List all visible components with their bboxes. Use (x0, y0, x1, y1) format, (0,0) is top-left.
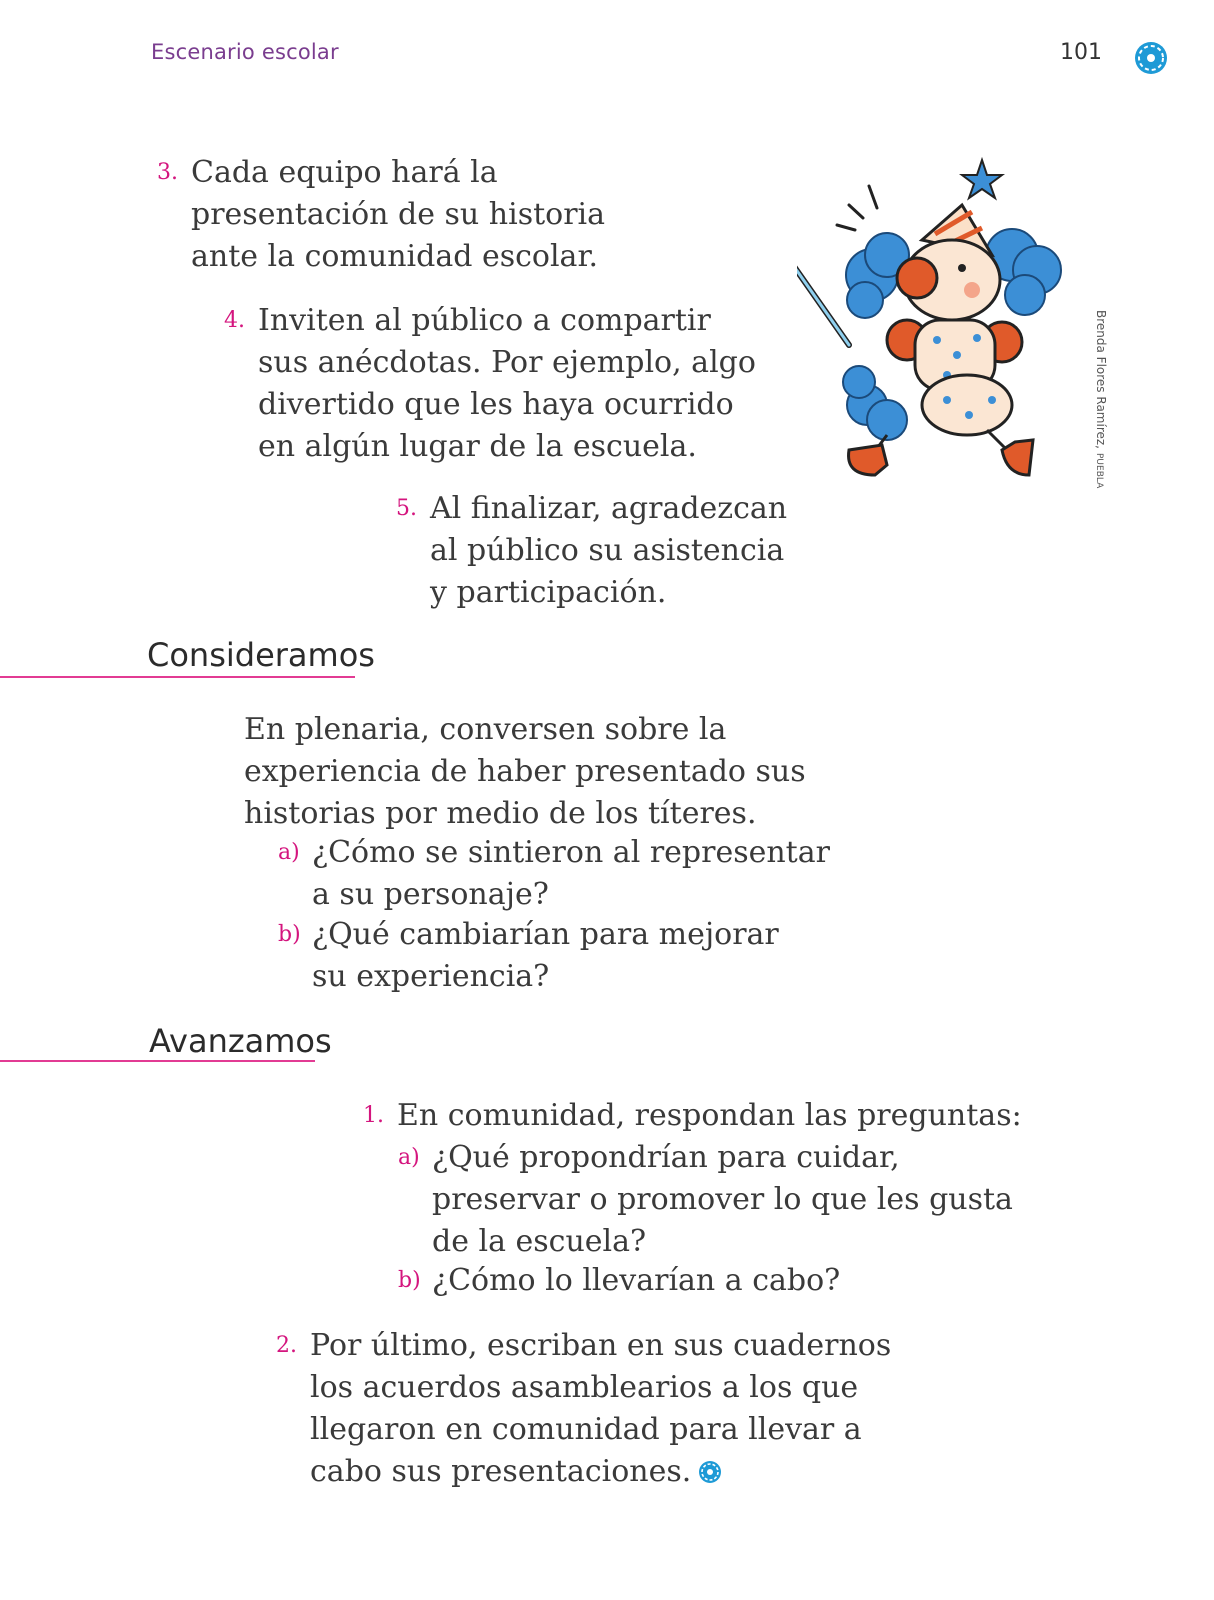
step-line: llegaron en comunidad para llevar a (310, 1412, 862, 1447)
avanzamos-question-b (398, 1260, 841, 1302)
paragraph-line: experiencia de haber presentado sus (244, 754, 806, 789)
consideramos-intro (244, 709, 806, 835)
paragraph-line: historias por medio de los títeres. (244, 796, 757, 831)
step-number: 2. (276, 1333, 297, 1358)
step-number: 4. (224, 308, 245, 333)
illustration-credit (1094, 310, 1108, 488)
end-of-section-icon (697, 1459, 723, 1485)
question-letter: a) (278, 840, 300, 865)
avanzamos-step-2 (276, 1325, 892, 1493)
step-line: divertido que les haya ocurrido (258, 387, 734, 422)
question-line: preservar o promover lo que les gusta (432, 1182, 1013, 1217)
step-line: Cada equipo hará la (191, 155, 498, 190)
step-line: y participación. (430, 575, 667, 610)
consideramos-question-a (278, 832, 830, 916)
step-line: sus anécdotas. Por ejemplo, algo (258, 345, 756, 380)
step-line: En comunidad, respondan las preguntas: (397, 1098, 1022, 1133)
question-letter: b) (398, 1268, 421, 1293)
step-line: presentación de su historia (191, 197, 606, 232)
question-line: ¿Cómo se sintieron al representar (312, 835, 830, 870)
step-line: Por último, escriban en sus cuadernos (310, 1328, 892, 1363)
question-line: su experiencia? (312, 959, 550, 994)
section-rule (0, 1060, 315, 1062)
step-3 (157, 152, 606, 278)
section-heading-avanzamos: Avanzamos (149, 1022, 332, 1060)
question-line: ¿Qué propondrían para cuidar, (432, 1140, 900, 1175)
step-line: cabo sus presentaciones. (310, 1454, 692, 1489)
question-line: a su personaje? (312, 877, 549, 912)
step-5 (396, 488, 788, 614)
step-line: al público su asistencia (430, 533, 785, 568)
page-badge-icon (1133, 40, 1169, 76)
step-number: 3. (157, 160, 178, 185)
credit-author: Brenda Flores Ramírez, (1094, 310, 1108, 449)
credit-place: PUEBLA (1094, 453, 1104, 489)
question-letter: a) (398, 1145, 420, 1170)
avanzamos-question-a (398, 1137, 1013, 1263)
consideramos-question-b (278, 914, 779, 998)
question-letter: b) (278, 922, 301, 947)
step-number: 5. (396, 496, 417, 521)
page-number: 101 (1060, 40, 1102, 65)
step-line: ante la comunidad escolar. (191, 239, 599, 274)
step-line-with-end-icon (310, 1451, 891, 1493)
step-line: Inviten al público a compartir (258, 303, 711, 338)
clown-puppet-illustration (797, 150, 1087, 490)
paragraph-line: En plenaria, conversen sobre la (244, 712, 727, 747)
question-line: ¿Cómo lo llevarían a cabo? (432, 1263, 841, 1298)
step-4 (224, 300, 756, 468)
step-line: Al finalizar, agradezcan (430, 491, 788, 526)
step-line: los acuerdos asamblearios a los que (310, 1370, 859, 1405)
step-number: 1. (363, 1103, 384, 1128)
step-line: en algún lugar de la escuela. (258, 429, 697, 464)
section-heading-consideramos: Consideramos (147, 636, 375, 674)
question-line: ¿Qué cambiarían para mejorar (312, 917, 779, 952)
avanzamos-step-1 (363, 1095, 1022, 1137)
running-header: Escenario escolar (151, 40, 339, 64)
section-rule (0, 676, 355, 678)
question-line: de la escuela? (432, 1224, 647, 1259)
